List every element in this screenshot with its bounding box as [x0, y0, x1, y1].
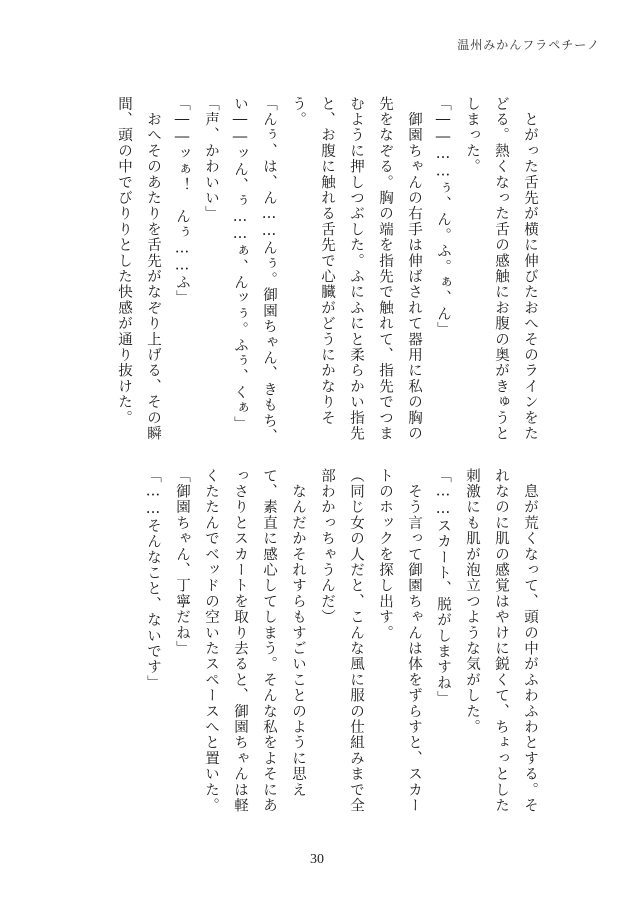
text-line: トのホックを探し出す。: [377, 468, 393, 641]
text-line: どる。熱くなった舌の感触にお腹の奥がきゅうと: [493, 96, 509, 442]
text-line: 息が荒くなって、頭の中がふわふわとする。そ: [522, 468, 538, 814]
page-number: 30: [310, 852, 324, 867]
text-line: 刺激にも肌が泡立つような気がした。: [464, 468, 480, 735]
text-line: おへそのあたりを舌先がなぞり上げる、その瞬: [145, 96, 161, 442]
text-line: 「声、かわいい」: [203, 96, 219, 222]
text-line: と、お腹に触れる舌先で心臓がどうにかなりそ: [319, 96, 335, 426]
running-title: 温州みかんフラペチーノ: [457, 38, 600, 52]
text-line: 「――……ぅ、ん。ふ。ぁ、ん」: [435, 96, 451, 338]
text-line: っさりとスカートを取り去ると、御園ちゃんは軽: [232, 468, 248, 814]
text-line: しまった。: [464, 96, 480, 175]
text-line: くたたんでベッドの空いたスペースへと置いた。: [203, 468, 219, 814]
text-line: い――ッん、ぅ……ぁ、んッぅ。ふぅ、くぁ」: [232, 96, 248, 432]
lower-text-block: [132, 468, 543, 818]
text-line: （同じ女の人だと、こんな風に服の仕組みまで全: [348, 468, 364, 814]
text-line: 部わかっちゃうんだ）: [319, 468, 335, 625]
text-line: そう言って御園ちゃんは体をずらすと、スカー: [406, 468, 422, 814]
text-line: 「御園ちゃん、丁寧だね」: [174, 468, 190, 657]
text-line: う。: [290, 96, 306, 128]
text-line: 「んぅ、は、ん……んぅ。御園ちゃん、きもち、: [261, 96, 277, 445]
text-line: 「――ッぁ！ んぅ……ふ」: [174, 96, 190, 307]
text-line: 「……スカート、脱がしますね」: [435, 468, 451, 707]
upper-text-block: [103, 96, 543, 446]
text-line: 先をなぞる。胸の端を指先で触れて、指先でつま: [377, 96, 393, 442]
text-line: 間、頭の中でびりりとした快感が通り抜けた。: [116, 96, 132, 426]
text-line: なんだかそれすらもすごいことのように思え: [290, 468, 306, 798]
text-line: むように押しつぶした。ふにふにと柔らかい指先: [348, 96, 364, 442]
text-line: て、素直に感心してしまう。そんな私をよそにあ: [261, 468, 277, 814]
text-line: 御園ちゃんの右手は伸ばされて器用に私の胸の: [406, 96, 422, 442]
text-line: 「……そんなこと、ないです」: [145, 468, 161, 691]
text-line: とがった舌先が横に伸びたおへそのラインをた: [522, 96, 538, 442]
text-line: れなのに肌の感覚はやけに鋭くて、ちょっとした: [493, 468, 509, 814]
